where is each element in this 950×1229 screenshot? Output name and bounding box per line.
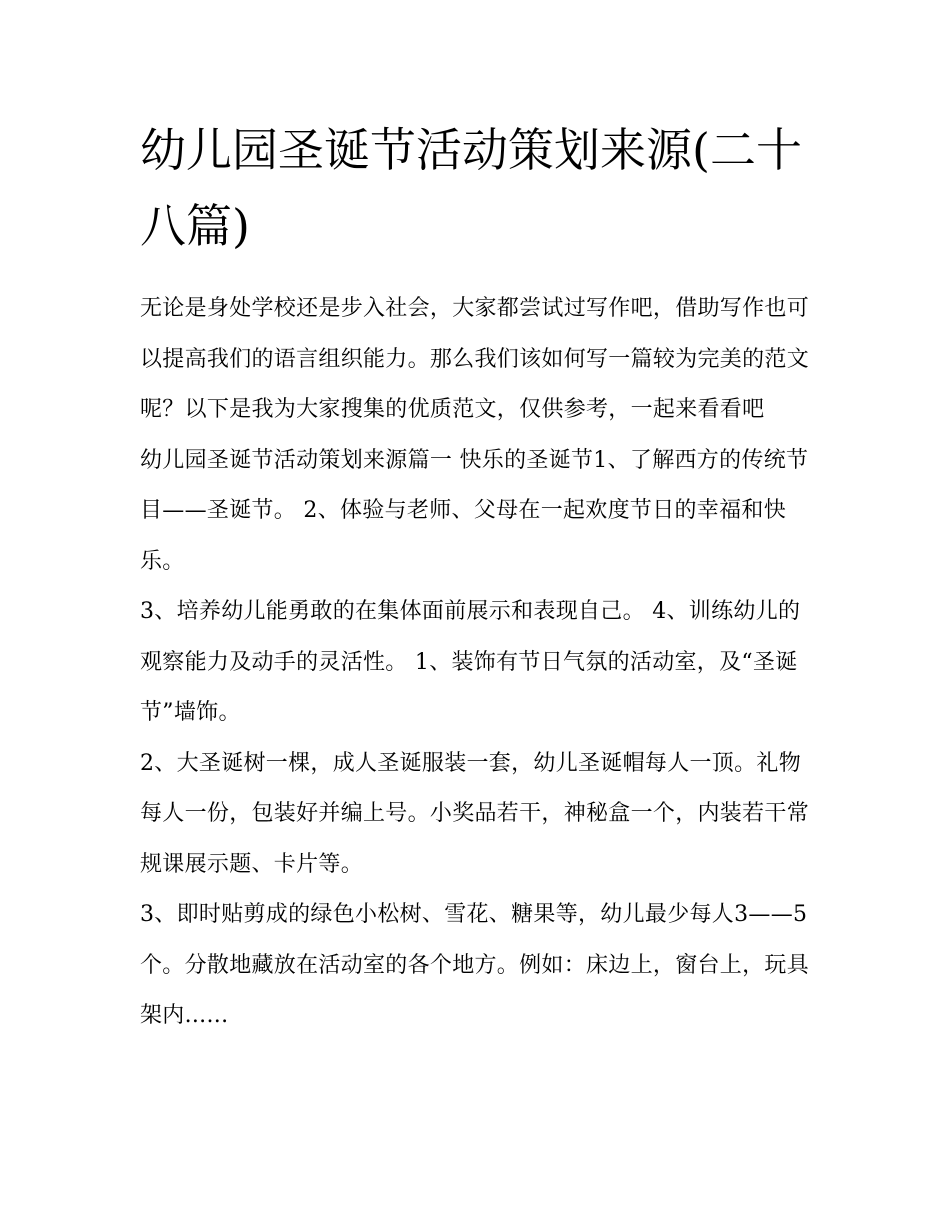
paragraph-stickers: 3、即时贴剪成的绿色小松树、雪花、糖果等，幼儿最少每人3——5个。分散地藏放在活动室的各个地方。例如：床边上，窗台上，玩具架内...... <box>140 902 810 1028</box>
document-content <box>140 112 812 1042</box>
title-spacer <box>140 264 812 284</box>
paragraph-goals: 3、培养幼儿能勇敢的在集体面前展示和表现自己。 4、训练幼儿的观察能力及动手的灵活性。 1、装饰有节日气氛的活动室，及“圣诞节”墙饰。 <box>140 599 801 725</box>
document-title: 幼儿园圣诞节活动策划来源(二十八篇) <box>140 123 802 253</box>
paragraph-intro: 无论是身处学校还是步入社会，大家都尝试过写作吧，借助写作也可以提高我们的语言组织能力。那么我们该如何写一篇较为完美的范文呢？以下是我为大家搜集的优质范文，仅供参考，一起来看看吧 <box>140 296 810 422</box>
paragraph-materials: 2、大圣诞树一棵，成人圣诞服装一套，幼儿圣诞帽每人一顶。礼物每人一份，包装好并编上号。小奖品若干，神秘盒一个，内装若干常规课展示题、卡片等。 <box>140 750 810 877</box>
paragraph-section-one: 幼儿园圣诞节活动策划来源篇一 快乐的圣诞节1、了解西方的传统节目——圣诞节。 2、体验与老师、父母在一起欢度节日的幸福和快乐。 <box>140 447 809 574</box>
